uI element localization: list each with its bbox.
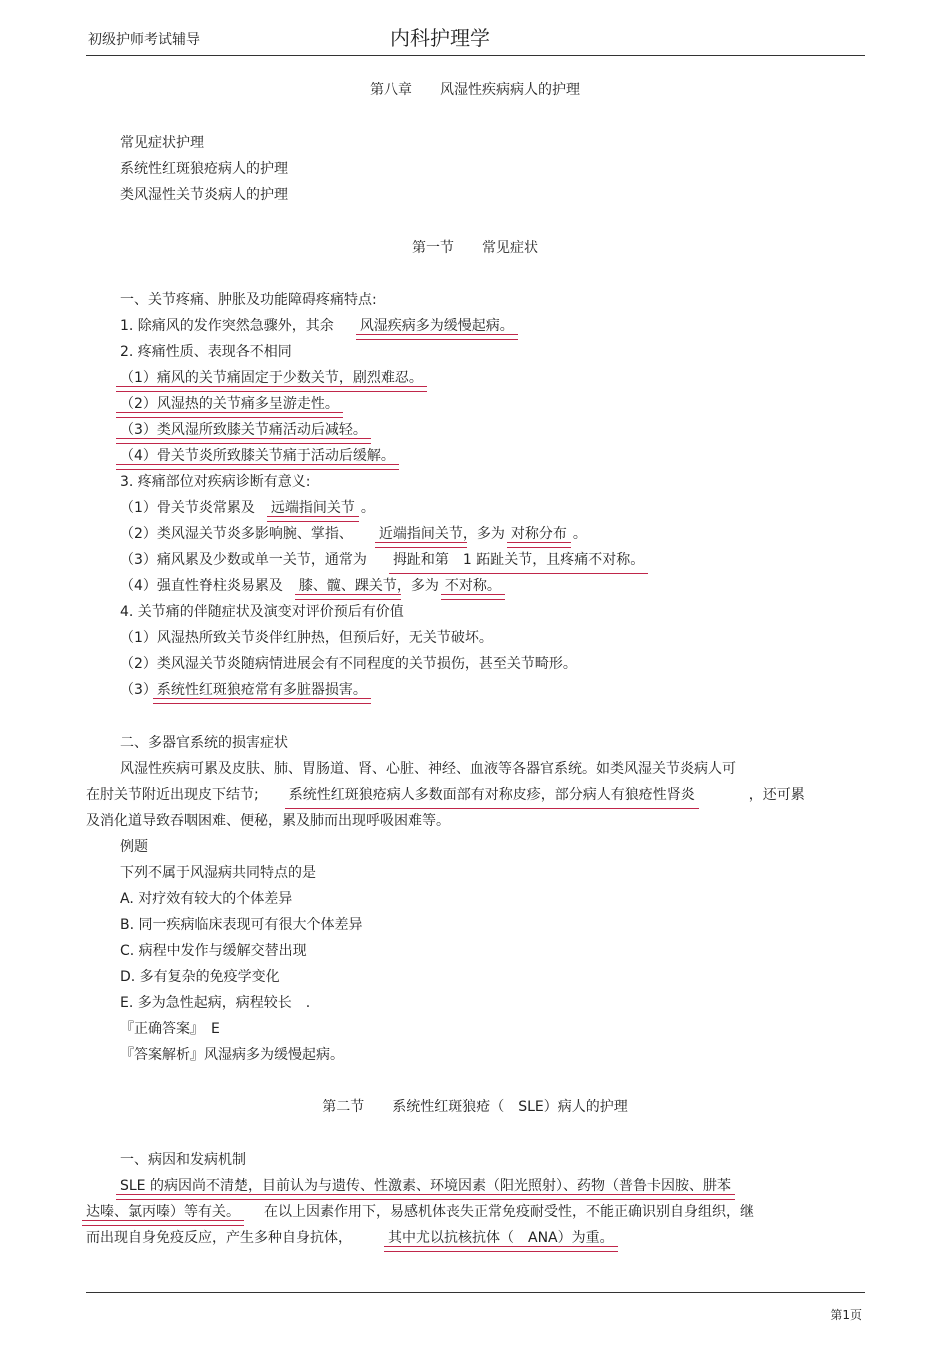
paragraph-line: 及消化道导致吞咽困难、便秘，累及肺而出现呼吸困难等。 — [86, 813, 450, 829]
answer-analysis: 『答案解析』风湿病多为缓慢起病。 — [120, 1047, 344, 1063]
paragraph-line — [86, 1228, 614, 1248]
underlined-text: 不对称。 — [444, 578, 501, 594]
text: ，多为 — [462, 526, 505, 542]
text: （3）痛风累及少数或单一关节，通常为 — [120, 552, 367, 568]
chapter-title: 第八章 风湿性疾病病人的护理 — [370, 82, 580, 98]
header-divider — [86, 55, 865, 56]
underlined-text: 其中尤以抗核抗体（ ANA）为重。 — [388, 1230, 614, 1246]
underlined-text: 远端指间关节 — [270, 500, 355, 516]
paragraph-line — [86, 1202, 754, 1222]
option: E. 多为急性起病，病程较长 . — [120, 995, 311, 1011]
underlined-text: （2）风湿热的关节痛多呈游走性。 — [120, 396, 339, 412]
header-center-title: 内科护理学 — [390, 26, 490, 50]
text: ，多为 — [396, 578, 439, 594]
section-title: 第二节 系统性红斑狼疮（ SLE）病人的护理 — [322, 1099, 628, 1115]
paragraph-line — [120, 550, 644, 570]
text: （3） — [120, 682, 157, 698]
paragraph-line: （1）风湿热所致关节炎伴红肿热，但预后好，无关节破坏。 — [120, 630, 493, 646]
underlined-text: 风湿疾病多为缓慢起病。 — [359, 318, 514, 334]
underlined-text: 拇趾和第 1 跖趾关节，且疼痛不对称。 — [392, 552, 645, 568]
underlined-text: （1）痛风的关节痛固定于少数关节，剧烈难忍。 — [120, 370, 423, 386]
underlined-text: （4）骨关节炎所致膝关节痛于活动后缓解。 — [120, 448, 395, 464]
underlined-text: 系统性红斑狼疮病人多数面部有对称皮疹，部分病人有狼疮性肾炎 — [288, 787, 695, 803]
heading: 一、病因和发病机制 — [120, 1152, 246, 1168]
text: 在以上因素作用下，易感机体丧失正常免疫耐受性，不能正确识别自身组织，继 — [264, 1204, 754, 1220]
paragraph-line — [120, 394, 339, 414]
underlined-text: 近端指间关节 — [378, 526, 463, 542]
paragraph-line — [120, 524, 587, 544]
paragraph-line — [120, 1176, 731, 1196]
underlined-text: 系统性红斑狼疮常有多脏器损害。 — [156, 682, 367, 698]
underlined-text: （3）类风湿所致膝关节痛活动后减轻。 — [120, 422, 367, 438]
text: 。 — [360, 500, 375, 516]
option: A. 对疗效有较大的个体差异 — [120, 891, 293, 907]
paragraph-line — [120, 446, 395, 466]
option: B. 同一疾病临床表现可有很大个体差异 — [120, 917, 363, 933]
question: 下列不属于风湿病共同特点的是 — [120, 865, 316, 881]
header-left-title: 初级护师考试辅导 — [88, 32, 200, 48]
option: D. 多有复杂的免疫学变化 — [120, 969, 280, 985]
paragraph-line: 2. 疼痛性质、表现各不相同 — [120, 344, 292, 360]
paragraph-line: 3. 疼痛部位对疾病诊断有意义: — [120, 474, 311, 490]
text: 。 — [572, 526, 587, 542]
underlined-text: 膝、髋、踝关节 — [298, 578, 397, 594]
text: （2）类风湿关节炎多影响腕、掌指、 — [120, 526, 353, 542]
text: 1. 除痛风的发作突然急骤外，其余 — [120, 318, 334, 334]
text: （1）骨关节炎常累及 — [120, 500, 255, 516]
underlined-text: 达嗪、氯丙嗪）等有关。 — [86, 1204, 240, 1220]
underlined-text: SLE 的病因尚不清楚，目前认为与遗传、性激素、环境因素（阳光照射）、药物（普鲁卡因胺、肼苯 — [120, 1178, 731, 1194]
option: C. 病程中发作与缓解交替出现 — [120, 943, 307, 959]
answer: 『正确答案』 E — [120, 1021, 220, 1037]
paragraph-line — [86, 785, 805, 805]
heading: 一、关节疼痛、肿胀及功能障碍疼痛特点: — [120, 292, 377, 308]
toc-item: 常见症状护理 — [120, 135, 204, 151]
paragraph-line — [120, 498, 375, 518]
paragraph-line — [120, 368, 423, 388]
paragraph-line: （2）类风湿关节炎随病情进展会有不同程度的关节损伤，甚至关节畸形。 — [120, 656, 577, 672]
toc-item: 类风湿性关节炎病人的护理 — [120, 187, 288, 203]
paragraph-line — [120, 680, 367, 700]
example-label: 例题 — [120, 839, 148, 855]
paragraph-line — [120, 420, 367, 440]
page-number: 第1页 — [830, 1308, 862, 1322]
paragraph-line: 4. 关节痛的伴随症状及演变对评价预后有价值 — [120, 604, 404, 620]
text: ，还可累 — [748, 787, 805, 803]
paragraph-line: 风湿性疾病可累及皮肤、肺、胃肠道、肾、心脏、神经、血液等各器官系统。如类风湿关节炎病人可 — [120, 761, 736, 777]
toc-item: 系统性红斑狼疮病人的护理 — [120, 161, 288, 177]
section-title: 第一节 常见症状 — [412, 240, 538, 256]
heading: 二、多器官系统的损害症状 — [120, 735, 288, 751]
underlined-text: 对称分布 — [510, 526, 567, 542]
paragraph-line — [120, 316, 514, 336]
text: 而出现自身免疫反应，产生多种自身抗体， — [86, 1230, 352, 1246]
paragraph-line — [120, 576, 501, 596]
text: 在肘关节附近出现皮下结节; — [86, 787, 259, 803]
text: （4）强直性脊柱炎易累及 — [120, 578, 283, 594]
footer-divider — [86, 1292, 865, 1293]
